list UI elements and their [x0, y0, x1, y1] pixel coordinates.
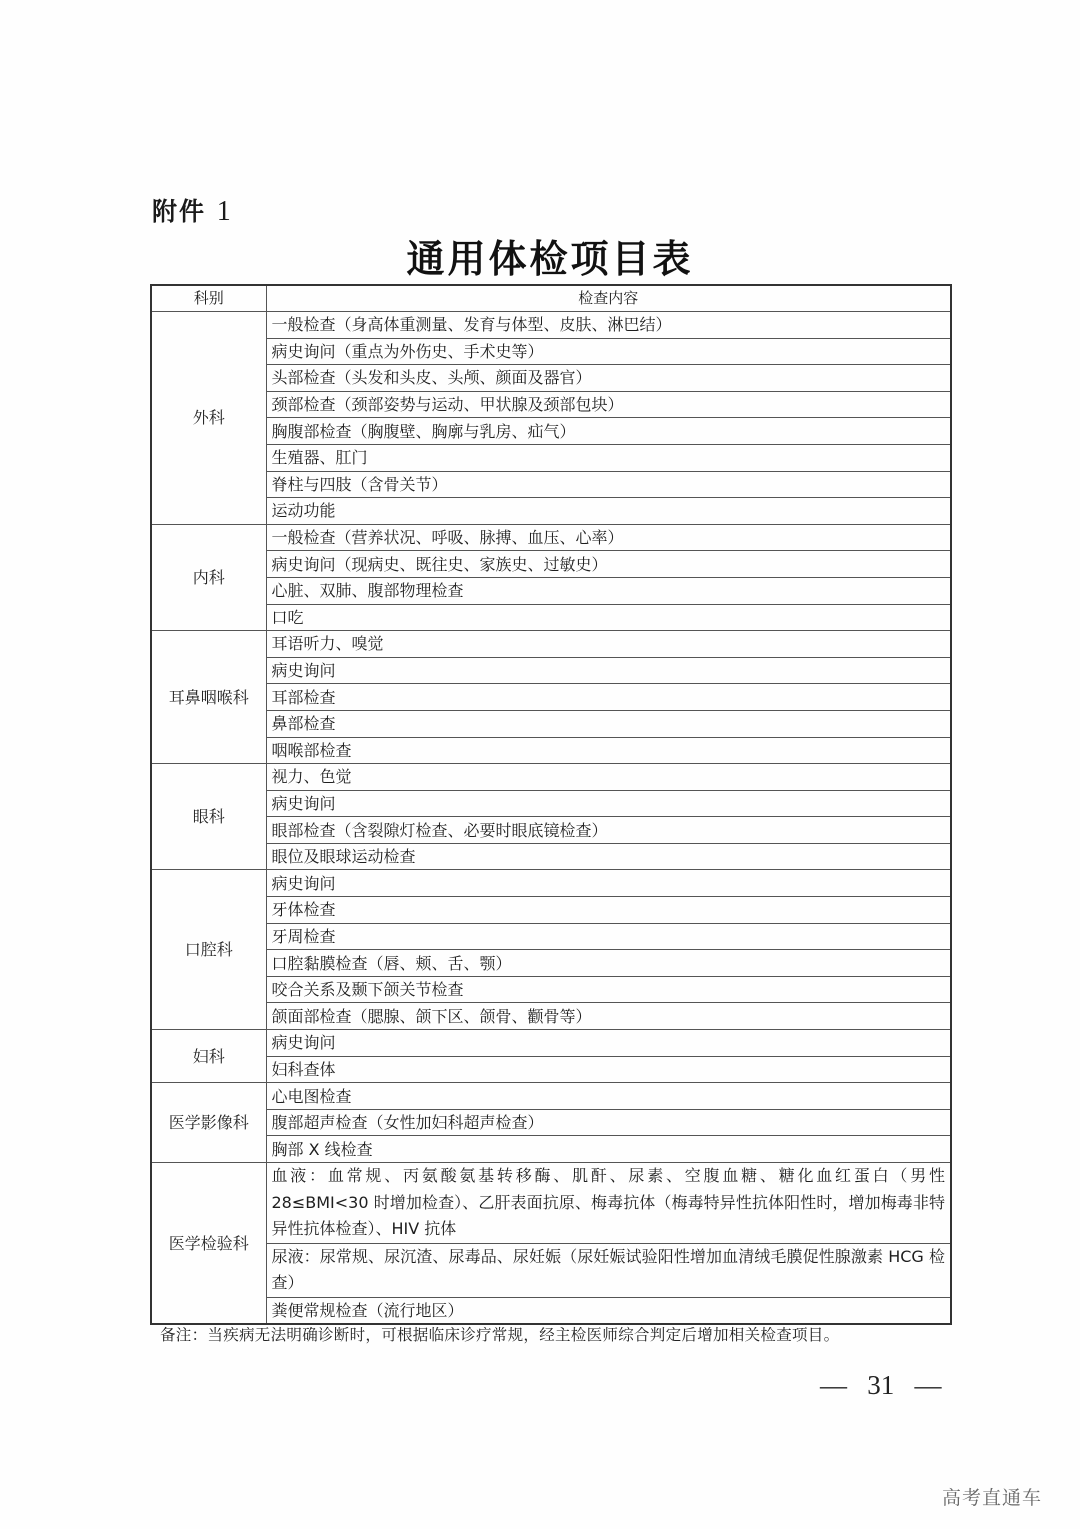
remark-note: 备注：当疾病无法明确诊断时，可根据临床诊疗常规，经主检医师综合判定后增加相关检查项目。: [160, 1326, 840, 1344]
table-row: [151, 870, 951, 897]
table-row: [151, 764, 951, 791]
table-body: [151, 312, 951, 1325]
table-row: [151, 1243, 951, 1297]
header-content: 检查内容: [266, 285, 951, 312]
exam-item-cell: 口腔黏膜检查（唇、颊、舌、颚）: [266, 950, 951, 977]
table-row: [151, 976, 951, 1003]
exam-item-cell: 眼位及眼球运动检查: [266, 843, 951, 870]
department-cell: 口腔科: [151, 870, 266, 1030]
exam-item-cell: 尿液：尿常规、尿沉渣、尿毒品、尿妊娠（尿妊娠试验阳性增加血清绒毛膜促性腺激素 HCG 检查）: [266, 1243, 951, 1297]
attachment-number: 1: [216, 196, 233, 227]
table-row: [151, 657, 951, 684]
document-title: 通用体检项目表: [406, 237, 694, 281]
table-row: [151, 790, 951, 817]
table-row: [151, 710, 951, 737]
department-cell: 眼科: [151, 764, 266, 870]
exam-item-cell: 病史询问: [266, 657, 951, 684]
exam-item-cell: 腹部超声检查（女性加妇科超声检查）: [266, 1109, 951, 1136]
table-row: [151, 338, 951, 365]
exam-item-cell: 一般检查（身高体重测量、发育与体型、皮肤、淋巴结）: [266, 312, 951, 339]
table-row: [151, 631, 951, 658]
exam-item-cell: 眼部检查（含裂隙灯检查、必要时眼底镜检查）: [266, 817, 951, 844]
table-row: [151, 1030, 951, 1057]
exam-item-cell: 生殖器、肛门: [266, 444, 951, 471]
table-row: [151, 604, 951, 631]
table-row: [151, 524, 951, 551]
exam-item-cell: 妇科查体: [266, 1056, 951, 1083]
exam-item-cell: 病史询问（现病史、既往史、家族史、过敏史）: [266, 551, 951, 578]
exam-item-cell: 病史询问（重点为外伤史、手术史等）: [266, 338, 951, 365]
department-cell: 医学影像科: [151, 1083, 266, 1163]
attachment-text: 附件: [152, 197, 207, 226]
department-cell: 内科: [151, 524, 266, 630]
department-cell: 医学检验科: [151, 1163, 266, 1325]
header-department: 科别: [151, 285, 266, 312]
exam-item-cell: 血液：血常规、丙氨酸氨基转移酶、肌酐、尿素、空腹血糖、糖化血红蛋白（男性 28≤BMI<30 时增加检查）、乙肝表面抗原、梅毒抗体（梅毒特异性抗体阳性时，增加梅毒非特异性抗体检查）、HIV 抗体: [266, 1163, 951, 1244]
table-row: [151, 498, 951, 525]
exam-item-cell: 脊柱与四肢（含骨关节）: [266, 471, 951, 498]
exam-item-cell: 一般检查（营养状况、呼吸、脉搏、血压、心率）: [266, 524, 951, 551]
table-row: [151, 1056, 951, 1083]
exam-item-cell: 口吃: [266, 604, 951, 631]
table-row: [151, 737, 951, 764]
table-row: [151, 391, 951, 418]
table-row: [151, 1083, 951, 1110]
exam-items-table: [150, 284, 952, 1325]
exam-item-cell: 牙周检查: [266, 923, 951, 950]
exam-item-cell: 耳部检查: [266, 684, 951, 711]
exam-item-cell: 粪便常规检查（流行地区）: [266, 1297, 951, 1324]
exam-item-cell: 病史询问: [266, 870, 951, 897]
table-row: [151, 418, 951, 445]
department-cell: 妇科: [151, 1030, 266, 1083]
table-row: [151, 1136, 951, 1163]
exam-item-cell: 牙体检查: [266, 897, 951, 924]
table-row: [151, 923, 951, 950]
table-row: [151, 1163, 951, 1244]
table-row: [151, 843, 951, 870]
department-cell: 外科: [151, 312, 266, 525]
table-row: [151, 1297, 951, 1324]
page-number: — 31 —: [820, 1370, 942, 1400]
exam-item-cell: 颌面部检查（腮腺、颌下区、颌骨、颧骨等）: [266, 1003, 951, 1030]
table-row: [151, 312, 951, 339]
exam-item-cell: 咽喉部检查: [266, 737, 951, 764]
table-row: [151, 471, 951, 498]
exam-item-cell: 胸腹部检查（胸腹壁、胸廓与乳房、疝气）: [266, 418, 951, 445]
exam-item-cell: 耳语听力、嗅觉: [266, 631, 951, 658]
department-cell: 耳鼻咽喉科: [151, 631, 266, 764]
table-row: [151, 817, 951, 844]
exam-item-cell: 心电图检查: [266, 1083, 951, 1110]
exam-item-cell: 病史询问: [266, 1030, 951, 1057]
exam-item-cell: 病史询问: [266, 790, 951, 817]
exam-item-cell: 颈部检查（颈部姿势与运动、甲状腺及颈部包块）: [266, 391, 951, 418]
table-row: [151, 444, 951, 471]
exam-item-cell: 鼻部检查: [266, 710, 951, 737]
table-row: [151, 1109, 951, 1136]
exam-item-cell: 头部检查（头发和头皮、头颅、颜面及器官）: [266, 365, 951, 392]
exam-item-cell: 咬合关系及颞下颌关节检查: [266, 976, 951, 1003]
table-row: [151, 365, 951, 392]
table-row: [151, 551, 951, 578]
table-header-row: [151, 285, 951, 312]
table-row: [151, 897, 951, 924]
attachment-label: [152, 192, 233, 228]
table-row: [151, 684, 951, 711]
table-row: [151, 950, 951, 977]
table-row: [151, 1003, 951, 1030]
exam-item-cell: 运动功能: [266, 498, 951, 525]
exam-item-cell: 胸部 X 线检查: [266, 1136, 951, 1163]
exam-item-cell: 视力、色觉: [266, 764, 951, 791]
table-row: [151, 577, 951, 604]
watermark-text: 高考直通车: [942, 1487, 1043, 1509]
exam-item-cell: 心脏、双肺、腹部物理检查: [266, 577, 951, 604]
